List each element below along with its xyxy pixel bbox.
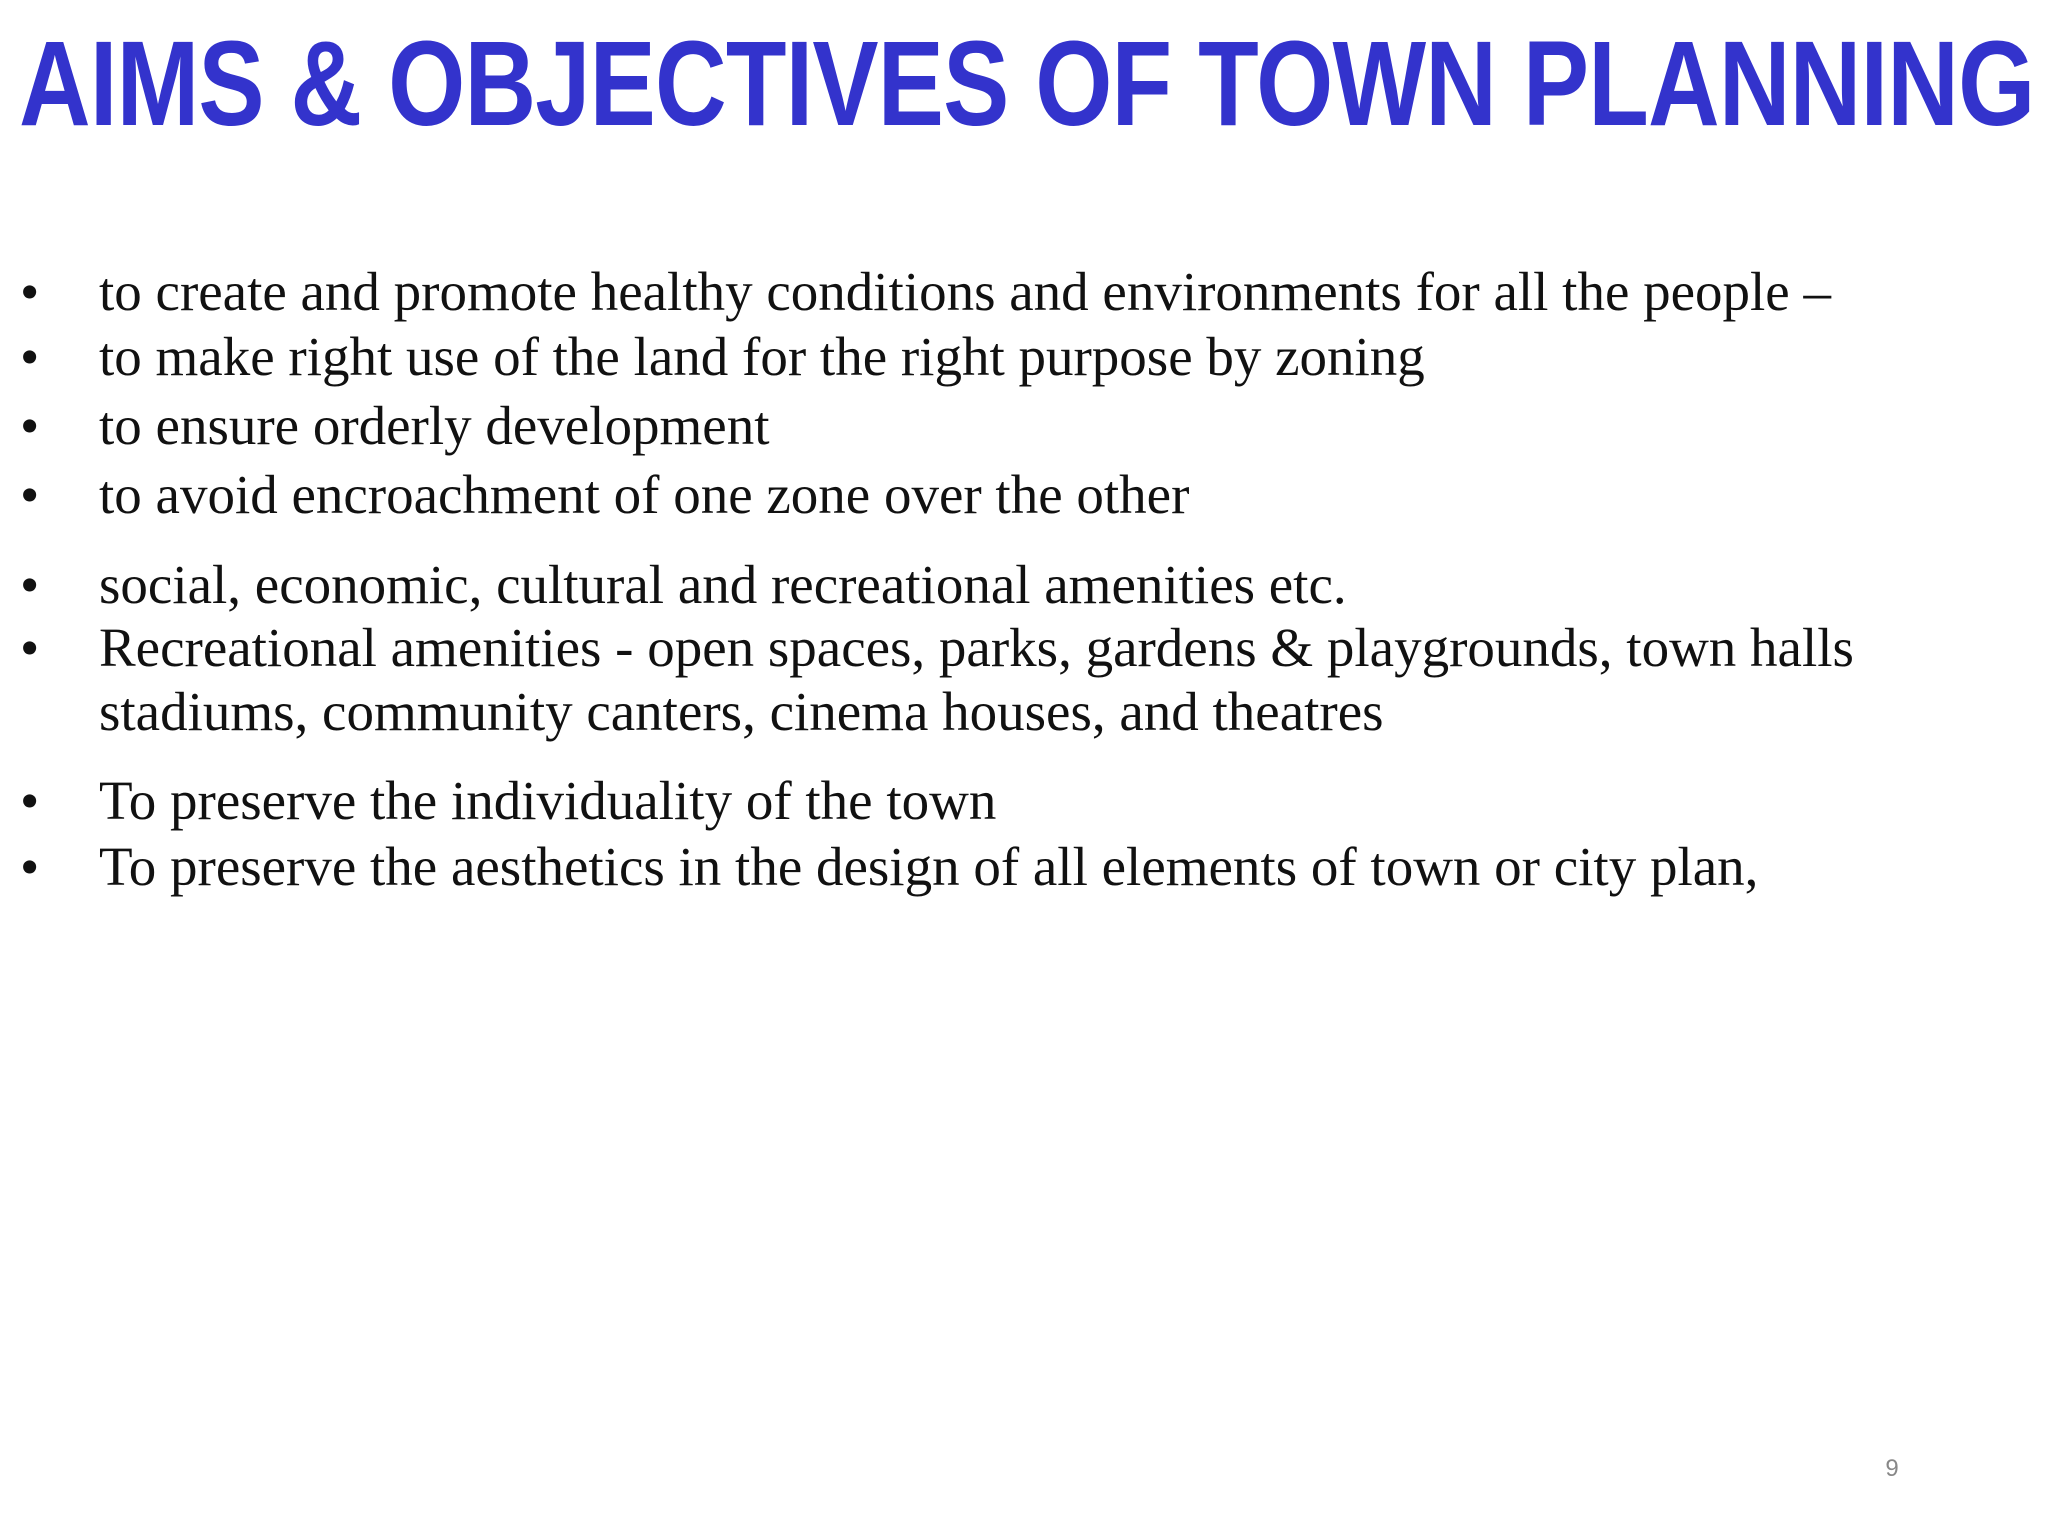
page-number: 9: [1885, 1455, 1899, 1482]
bullet-icon: •: [20, 770, 40, 831]
bullet-text: to make right use of the land for the right purpose by zoning: [99, 326, 1425, 387]
slide-title: AIMS & OBJECTIVES OF TOWN PLANNING: [19, 15, 2035, 151]
bullet-text: To preserve the individuality of the town: [99, 770, 997, 831]
bullet-text-line: stadiums, community canters, cinema houses, and theatres: [99, 681, 1384, 742]
bullet-icon: •: [20, 261, 40, 322]
bullet-text: [99, 616, 1999, 744]
bullet-icon: •: [20, 464, 40, 525]
bullet-icon: •: [20, 836, 40, 897]
bullet-icon: •: [20, 395, 40, 456]
bullet-icon: •: [20, 326, 40, 387]
bullet-text-line: Recreational amenities - open spaces, parks, gardens & playgrounds, town halls: [99, 617, 1854, 678]
bullet-text: social, economic, cultural and recreational amenities etc.: [99, 554, 1347, 615]
bullet-text: To preserve the aesthetics in the design of all elements of town or city plan,: [99, 836, 1759, 897]
bullet-icon: •: [20, 554, 40, 615]
bullet-text: to create and promote healthy conditions and environments for all the people –: [99, 261, 1831, 322]
bullet-icon: •: [20, 617, 40, 678]
bullet-text: to avoid encroachment of one zone over the other: [99, 464, 1190, 525]
bullet-text: to ensure orderly development: [99, 395, 770, 456]
